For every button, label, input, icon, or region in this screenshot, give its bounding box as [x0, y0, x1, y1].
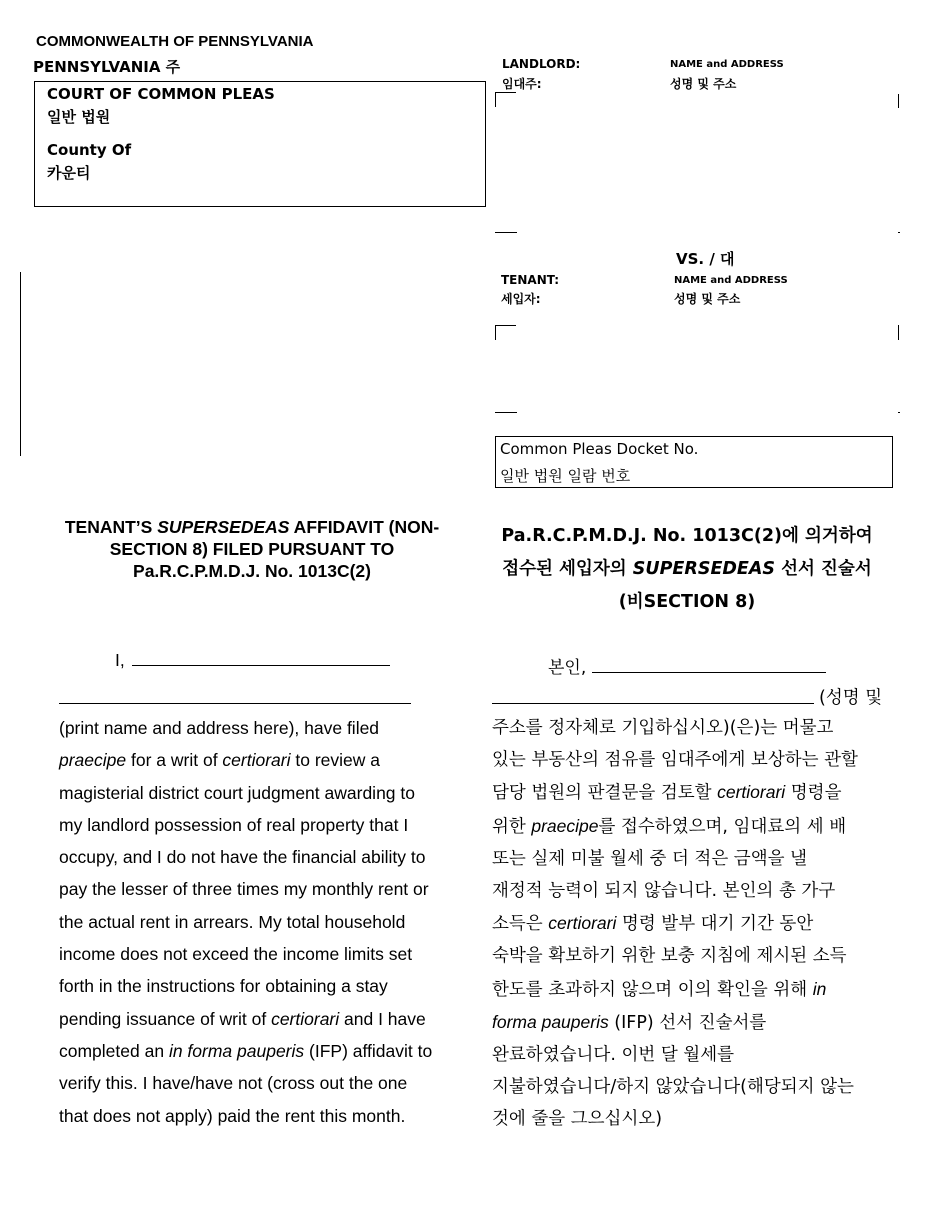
body-en-line: pay the lesser of three times my monthly rent or [59, 879, 429, 900]
body-ko-line: 완료하였습니다. 이번 달 월세를 [492, 1045, 735, 1066]
intro-ko [548, 653, 826, 678]
body-ko-text: 담당 법원의 판결문을 검토할 [492, 783, 718, 804]
intro-en [115, 650, 390, 671]
tenant-name-address-label: NAME and ADDRESS [674, 275, 788, 286]
body-en-text: and I have [339, 1008, 426, 1029]
body-ko-line: 주소를 정자체로 기입하십시오)(은)는 머물고 [492, 718, 834, 738]
court-box [34, 81, 486, 207]
title-ko-line2-b: 선서 진술서 [775, 559, 872, 579]
affidavit-body-en [59, 712, 479, 1132]
body-ko-line: 지불하였습니다/하지 않았습니다(해당되지 않는 [492, 1077, 854, 1098]
body-en-line: (print name and address here), have filed [59, 718, 380, 738]
affidavit-title-ko [478, 520, 896, 619]
body-ko-line: 숙박을 확보하기 위한 보충 지침에 제시된 소득 [492, 946, 847, 967]
tenant-address-corner-top-right [898, 325, 899, 340]
body-en-line: income does not exceed the income limits set [59, 944, 413, 965]
name-field-en[interactable] [132, 665, 390, 666]
court-name: COURT OF COMMON PLEAS [47, 85, 275, 103]
tenant-address-corner-top-left [495, 325, 516, 340]
title-en-line1-b: AFFIDAVIT (NON- [289, 517, 440, 537]
landlord-address-corner-top-left [495, 92, 516, 107]
body-ko-text: (IFP) 선서 진술서를 [608, 1012, 767, 1033]
body-en-text: to review a [290, 750, 380, 771]
praecipe-term: praecipe [531, 815, 599, 836]
landlord-label-ko: 임대주: [502, 77, 542, 91]
affidavit-body-ko [492, 712, 912, 1136]
body-ko-line: 것에 줄을 그으십시오) [492, 1109, 663, 1130]
margin-line [20, 272, 21, 456]
body-ko-line [492, 810, 912, 843]
court-name-ko: 일반 법원 [47, 108, 111, 126]
tenant-label-ko: 세입자: [501, 292, 541, 306]
body-ko-text: 명령을 [785, 783, 842, 804]
landlord-address-corner-top-right [898, 94, 899, 108]
county-label: County Of [47, 141, 132, 159]
pennsylvania-heading-ko: PENNSYLVANIA 주 [33, 58, 181, 76]
name-field-ko[interactable] [592, 672, 826, 673]
body-ko-text: 소득은 [492, 914, 549, 935]
landlord-label: LANDLORD: [502, 57, 581, 71]
commonwealth-heading: COMMONWEALTH OF PENNSYLVANIA [36, 33, 314, 50]
landlord-address-corner-bottom-left [495, 232, 517, 233]
title-ko-line3: (비SECTION 8) [618, 592, 756, 612]
body-ko-text: 한도를 초과하지 않으며 이의 확인을 위해 [492, 979, 813, 1000]
docket-label: Common Pleas Docket No. [500, 440, 699, 458]
body-ko-line [492, 776, 912, 809]
body-ko-line: 있는 부동산의 점유를 임대주에게 보상하는 관할 [492, 750, 858, 771]
body-ko-text: 명령 발부 대기 기간 동안 [616, 914, 814, 935]
title-ko-line1: Pa.R.C.P.M.D.J. No. 1013C(2)에 의거하여 [501, 526, 873, 546]
tenant-label: TENANT: [501, 273, 560, 287]
intro-ko-label: 본인, [548, 658, 587, 678]
tenant-name-address-label-ko: 성명 및 주소 [674, 292, 741, 306]
county-label-ko: 카운티 [47, 164, 91, 182]
body-en-text: completed an [59, 1040, 169, 1061]
body-ko-line0: (성명 및 [819, 688, 883, 708]
body-ko-line: 또는 실제 미불 월세 중 더 적은 금액을 낼 [492, 848, 807, 869]
body-en-line: my landlord possession of real property that I [59, 814, 409, 835]
praecipe-term: praecipe [59, 750, 127, 771]
body-en-line: the actual rent in arrears. My total household [59, 911, 406, 932]
address-field-en[interactable] [59, 703, 411, 704]
landlord-name-address-label-ko: 성명 및 주소 [670, 77, 737, 91]
title-en-line2: SECTION 8) FILED PURSUANT TO [109, 539, 395, 559]
title-en-line3: Pa.R.C.P.M.D.J. No. 1013C(2) [133, 561, 371, 581]
tenant-address-corner-bottom-right [898, 412, 900, 413]
certiorari-term: certiorari [548, 913, 617, 934]
body-ko-text: 를 접수하였으며, 임대료의 세 배 [598, 816, 847, 837]
landlord-name-address-label: NAME and ADDRESS [670, 59, 784, 70]
ifp-term: in [812, 978, 827, 999]
title-en-line1-a: TENANT’S [64, 517, 158, 537]
intro-en-label: I, [115, 650, 125, 670]
affidavit-title-en [40, 516, 464, 582]
body-en-line: that does not apply) paid the rent this month. [59, 1105, 406, 1126]
body-ko-line [492, 907, 912, 940]
body-en-line: verify this. I have/have not (cross out the one [59, 1073, 408, 1094]
certiorari-term: certiorari [271, 1008, 340, 1029]
body-ko-text: 위한 [492, 816, 532, 837]
docket-label-ko: 일반 법원 일람 번호 [500, 467, 631, 485]
title-ko-line2-a: 접수된 세입자의 [502, 559, 633, 579]
tenant-address-corner-bottom-left [495, 412, 517, 413]
body-en-text: (IFP) affidavit to [304, 1040, 433, 1061]
body-en-line: magisterial district court judgment awarding to [59, 782, 415, 803]
ifp-term: forma pauperis [492, 1011, 609, 1032]
body-en-line: occupy, and I do not have the financial ability to [59, 847, 426, 868]
body-en-text: for a writ of [126, 750, 223, 771]
body-en-text: pending issuance of writ of [59, 1008, 272, 1029]
title-en-supersedeas: SUPERSEDEAS [157, 517, 290, 537]
body-ko-line: 재정적 능력이 되지 않습니다. 본인의 총 가구 [492, 881, 836, 902]
body-en-line [59, 744, 479, 776]
body-en-line: forth in the instructions for obtaining a stay [59, 976, 388, 997]
ifp-term: in forma pauperis [168, 1040, 305, 1061]
docket-box [495, 436, 893, 488]
body-en-line [59, 1003, 479, 1035]
versus-label: VS. / 대 [676, 250, 735, 268]
body-ko-line [492, 1006, 912, 1039]
title-ko-supersedeas: SUPERSEDEAS [632, 559, 776, 579]
landlord-address-corner-bottom-right [898, 232, 900, 233]
body-ko-line [492, 973, 912, 1006]
address-field-ko[interactable] [492, 703, 814, 704]
certiorari-term: certiorari [717, 782, 786, 803]
certiorari-term: certiorari [222, 750, 291, 771]
body-en-line [59, 1035, 479, 1067]
